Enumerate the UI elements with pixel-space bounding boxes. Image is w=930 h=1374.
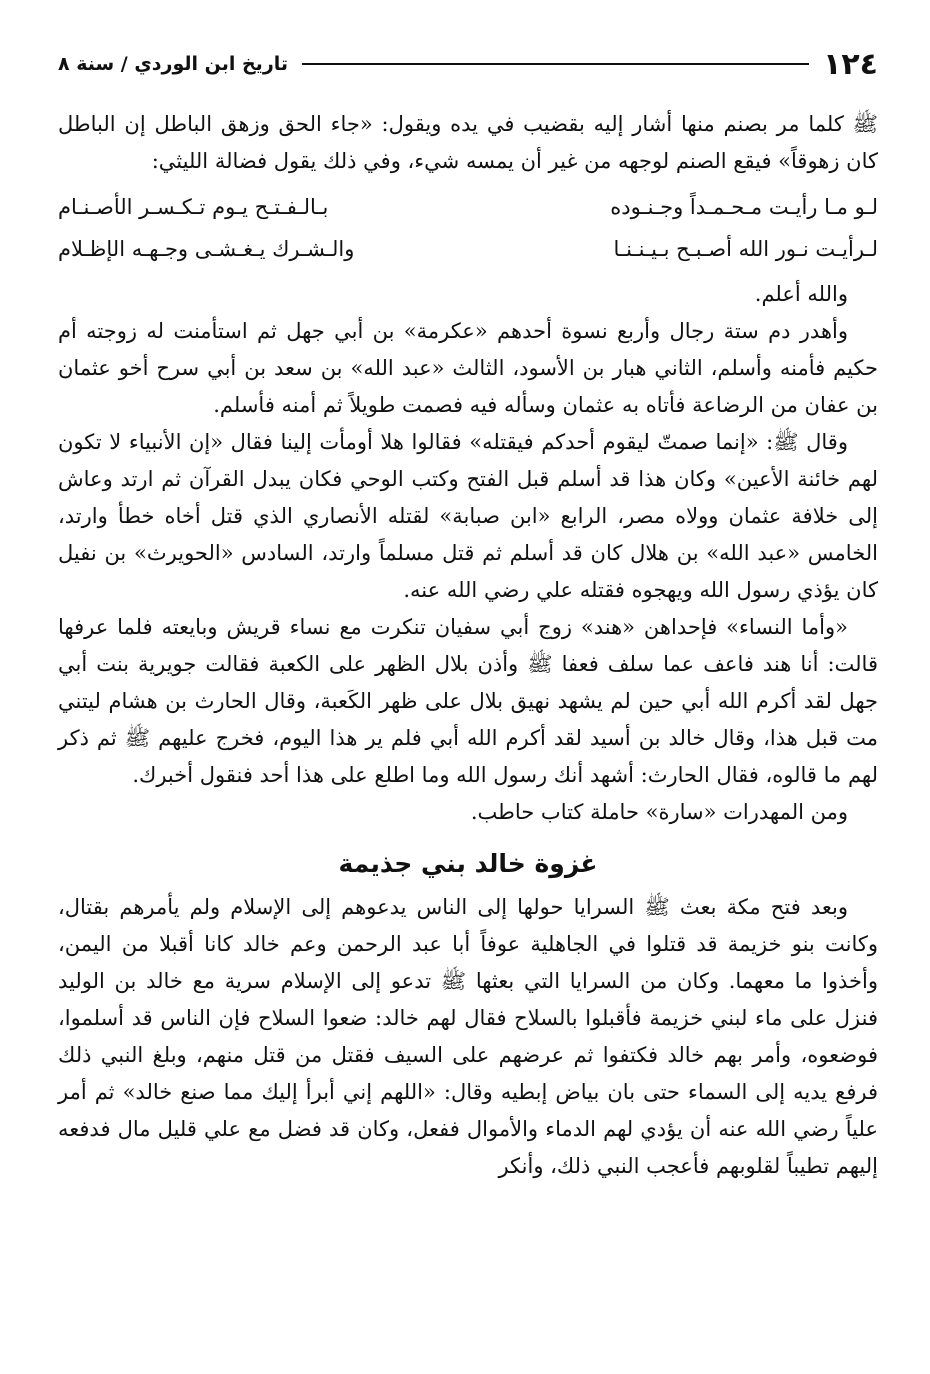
verse-first-hemistich: لـو مـا رأيـت مـحـمـداً وجـنـوده <box>610 195 878 219</box>
header-rule <box>302 63 809 65</box>
page-number: ١٢٤ <box>823 46 878 82</box>
paragraph-khalid-expedition: وبعد فتح مكة بعث ﷺ السرايا حولها إلى الناس يدعوهم إلى الإسلام ولم يأمرهم بقتال، وكانت بنو خزيمة قد قتلوا في الجاهلية عوفاً أبا عبد الرحمن وعم خالد كانا أقبلا من اليمن، وأخذوا ما معهما. وكان من السرايا التي بعثها ﷺ تدعو إلى الإسلام سرية مع خالد بن الوليد فنزل على ماء لبني خزيمة فأقبلوا بالسلاح فقال لهم خالد: ضعوا السلاح فإن الناس قد أسلموا، فوضعوه، وأمر بهم خالد فكتفوا ثم عرضهم على السيف فقتل من قتل منهم، وبلغ النبي ذلك فرفع يديه إلى السماء حتى بان بياض إبطيه وقال: «اللهم إني أبرأ إليك مما صنع خالد» ثم أمر علياً رضي الله عنه أن يؤدي لهم الدماء والأموال ففعل، وكان قد فضل مع علي قليل مال فدفعه إليهم تطيباً لقلوبهم فأعجب النبي ذلك، وأنكر <box>58 895 878 1178</box>
paragraph-outlawed-men: وأهدر دم ستة رجال وأربع نسوة أحدهم «عكرمة» بن أبي جهل ثم استأمنت له زوجته أم حكيم فأمنه وأسلم، الثاني هبار بن الأسود، الثالث «عبد الله» بن سعد بن أبي سرح أخو عثمان بن عفان من الرضاعة فأتاه به عثمان وسأله فيه فصمت طويلاً ثم أمنه فأسلم. <box>58 319 878 417</box>
page-body <box>58 106 878 1185</box>
verse-line <box>58 228 878 270</box>
verse-second-hemistich: بـالـفـتـح يـوم تـكـسـر الأصـنـام <box>58 195 329 219</box>
book-page <box>58 44 878 1354</box>
page-header <box>58 44 878 84</box>
paragraph-idols: ﷺ كلما مر بصنم منها أشار إليه بقضيب في يده ويقول: «جاء الحق وزهق الباطل إن الباطل كان زهوقاً» فيقع الصنم لوجهه من غير أن يمسه شيء، وفي ذلك يقول فضالة الليثي: <box>58 112 878 173</box>
paragraph-women: «وأما النساء» فإحداهن «هند» زوج أبي سفيان تنكرت مع نساء قريش وبايعته فلما عرفها قالت: أنا هند فاعف عما سلف فعفا ﷺ وأذن بلال الظهر على الكعبة فقالت جويرية بنت أبي جهل لقد أكرم الله أبي حين لم يشهد نهيق بلال على ظهر الكَعبة، وقال الحارث بن هشام ليتني مت قبل هذا، وقال خالد بن أسيد لقد أكرم الله أبي فلم ير هذا اليوم، فخرج عليهم ﷺ ثم ذكر لهم ما قالوه، فقال الحارث: أشهد أنك رسول الله وما اطلع على هذا أحد فنقول أخبرك. <box>58 615 878 787</box>
paragraph-prophets-saying: وقال ﷺ: «إنما صمتّ ليقوم أحدكم فيقتله» فقالوا هلا أومأت إلينا فقال «إن الأنبياء لا تكون لهم خائنة الأعين» وكان هذا قد أسلم قبل الفتح وكتب الوحي فكان يبدل القرآن ثم ارتد وعاش إلى خلافة عثمان وولاه مصر، الرابع «ابن صبابة» لقتله الأنصاري الذي قتل أخاه خطأ وارتد، الخامس «عبد الله» بن هلال كان قد أسلم ثم قتل مسلماً وارتد، السادس «الحويرث» بن نفيل كان يؤذي رسول الله ويهجوه فقتله علي رضي الله عنه. <box>58 430 878 602</box>
section-title: غزوة خالد بني جذيمة <box>338 849 598 878</box>
verse-second-hemistich: والـشـرك يـغـشـى وجـهـه الإظـلام <box>58 237 355 261</box>
paragraph-sarah: ومن المهدرات «سارة» حاملة كتاب حاطب. <box>470 800 848 824</box>
paragraph-allah-alam: والله أعلم. <box>754 282 848 306</box>
verse-first-hemistich: لـرأيـت نـور الله أصـبـح بـيـنـنـا <box>613 237 878 261</box>
running-head: تاريخ ابن الوردي / سنة ٨ <box>58 53 289 75</box>
poem-verses <box>58 186 878 270</box>
verse-line <box>58 186 878 228</box>
